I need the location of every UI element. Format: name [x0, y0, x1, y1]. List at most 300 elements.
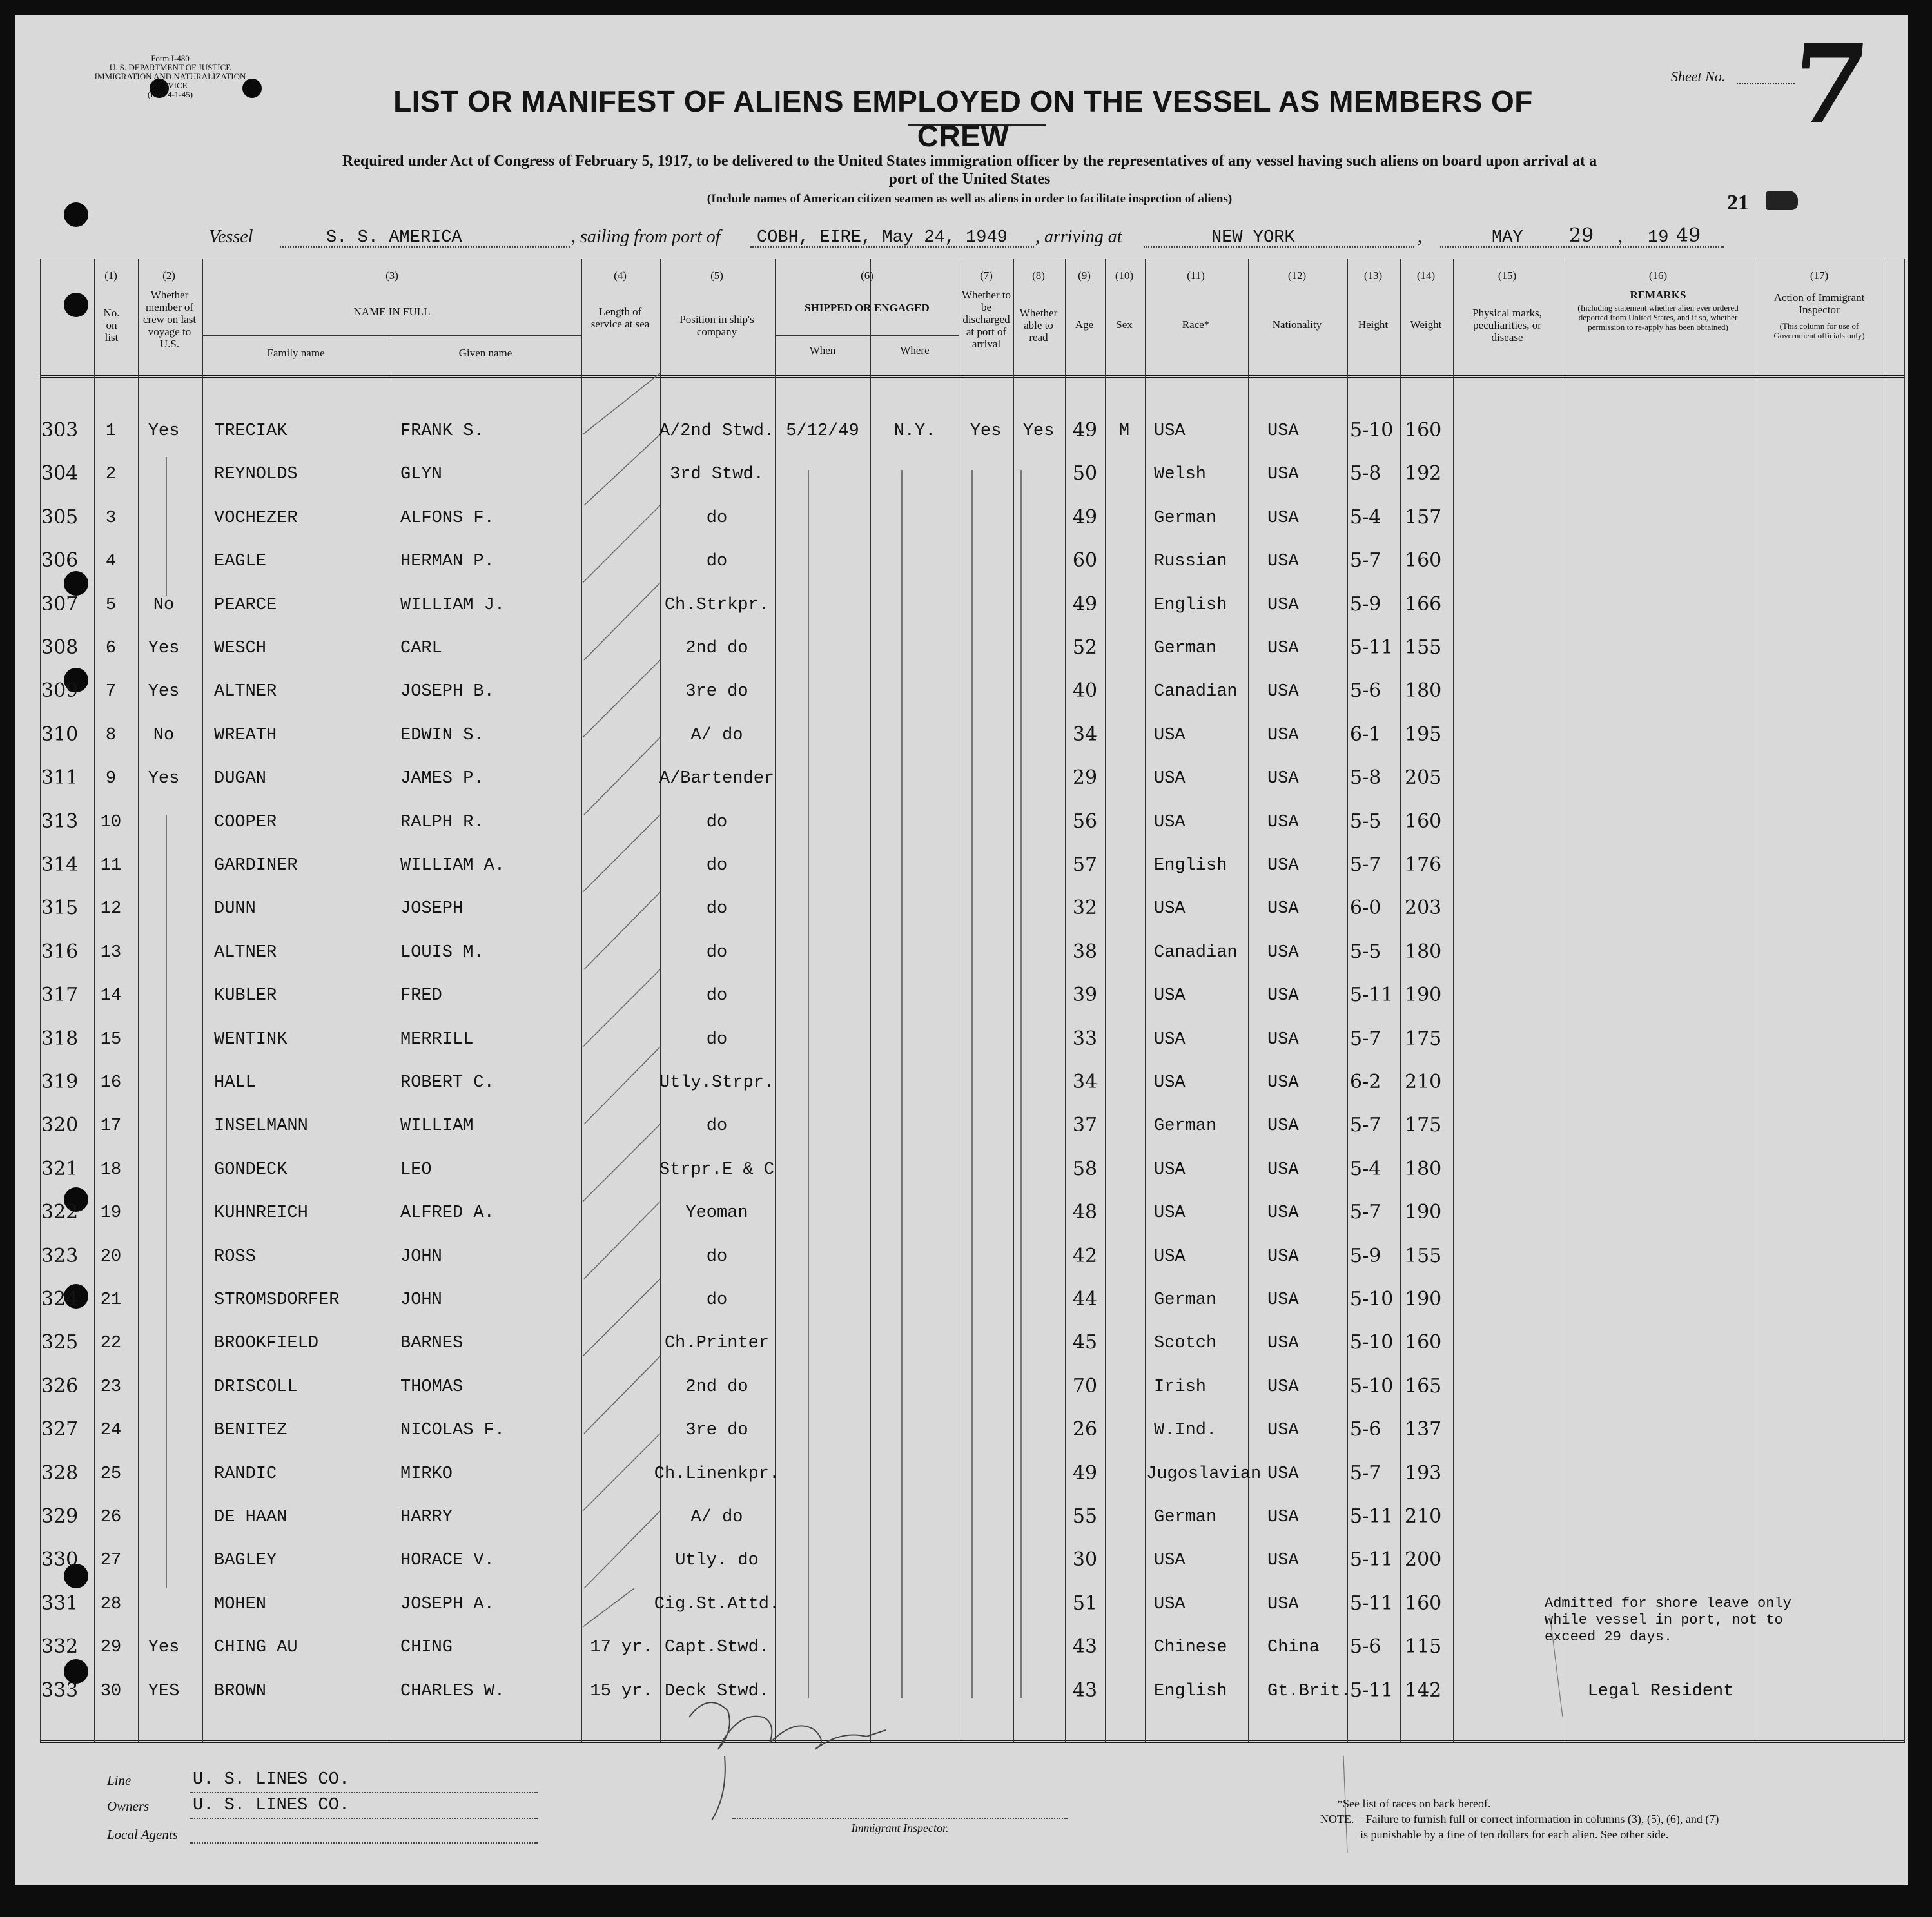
row-nationality: USA: [1267, 725, 1299, 745]
row-race: USA: [1154, 986, 1186, 1006]
col8-num: (8): [1032, 269, 1045, 282]
row-margin-number: 331: [41, 1591, 79, 1615]
row-weight: 195: [1405, 723, 1442, 746]
row-given-name: MERRILL: [400, 1029, 474, 1049]
row-number: 29: [100, 1638, 122, 1658]
row-race: Jugoslavian: [1146, 1464, 1262, 1484]
row-given-name: JOSEPH B.: [400, 682, 494, 702]
row-given-name: ALFRED A.: [400, 1203, 494, 1223]
row-margin-number: 330: [41, 1548, 79, 1572]
row-race: Irish: [1154, 1377, 1207, 1397]
row-family-name: BROOKFIELD: [214, 1334, 319, 1354]
row-position: do: [706, 812, 728, 832]
row-given-name: CHARLES W.: [400, 1681, 505, 1701]
subtitle-line-1: Required under Act of Congress of February 5, 1917, to be delivered to the United States immigration officer by the representatives of any vessel having such aliens on board upon arrival at a: [342, 153, 1597, 170]
row-weight: 180: [1405, 1157, 1442, 1180]
owners-value: U. S. LINES CO.: [193, 1796, 350, 1815]
row-family-name: TRECIAK: [214, 422, 288, 441]
row-nationality: USA: [1267, 1073, 1299, 1093]
col1-num: (1): [104, 269, 117, 282]
row-age: 37: [1072, 1114, 1098, 1137]
col16-num: (16): [1648, 269, 1668, 282]
row-family-name: DUNN: [214, 899, 256, 919]
vessel-label: Vessel: [209, 227, 253, 247]
row-margin-number: 317: [41, 984, 79, 1007]
row-service-length: 17 yr.: [590, 1638, 653, 1658]
row-number: 9: [105, 769, 117, 789]
row-nationality: USA: [1267, 812, 1299, 832]
row-previous-voyage: Yes: [148, 682, 180, 702]
row-position: 3re do: [685, 1421, 748, 1441]
row-nationality: USA: [1267, 856, 1299, 875]
row-position: Deck Stwd.: [664, 1681, 770, 1701]
row-race: Chinese: [1154, 1638, 1227, 1658]
col11-label: Race*: [1182, 318, 1210, 331]
row-age: 34: [1072, 1071, 1098, 1093]
col17-label: Action of Immigrant Inspector: [1773, 291, 1865, 316]
col5-num: (5): [710, 269, 723, 282]
row-family-name: PEARCE: [214, 595, 277, 615]
form-dept: U. S. DEPARTMENT OF JUSTICE: [109, 63, 231, 72]
sheet-number: 7: [1784, 20, 1875, 149]
row-age: 50: [1072, 462, 1098, 485]
row-weight: 180: [1405, 940, 1442, 963]
row-given-name: LEO: [400, 1160, 432, 1180]
row-nationality: USA: [1267, 986, 1299, 1006]
row-margin-number: 326: [41, 1374, 79, 1397]
col3-label: NAME IN FULL: [353, 306, 431, 318]
row-family-name: MOHEN: [214, 1594, 267, 1614]
row-position: Ch.Strkpr.: [664, 595, 770, 615]
row-height: 5-9: [1350, 592, 1381, 616]
line-dots: [190, 1792, 538, 1793]
row-margin-number: 307: [41, 592, 79, 616]
col14-label: Weight: [1410, 318, 1442, 331]
row-given-name: MIRKO: [400, 1464, 453, 1484]
row-race: German: [1154, 508, 1217, 528]
line-label: Line: [107, 1773, 132, 1788]
inspector-label: Immigrant Inspector.: [851, 1822, 949, 1834]
agents-label: Local Agents: [107, 1827, 178, 1842]
row-nationality: USA: [1267, 1334, 1299, 1354]
row-family-name: HALL: [214, 1073, 256, 1093]
col6-num: (6): [861, 269, 873, 282]
row-margin-number: 322: [41, 1201, 79, 1224]
row-family-name: BROWN: [214, 1681, 267, 1701]
row-number: 13: [100, 942, 122, 962]
row-age: 49: [1072, 505, 1098, 529]
row-number: 11: [100, 856, 122, 875]
row-position: Ch.Printer: [664, 1334, 770, 1354]
row-nationality: USA: [1267, 1551, 1299, 1571]
footer-note-1: *See list of races on back hereof.: [1337, 1797, 1491, 1810]
row-nationality: USA: [1267, 639, 1299, 658]
row-nationality: USA: [1267, 1464, 1299, 1484]
row-race: German: [1154, 1508, 1217, 1527]
row-position: do: [706, 856, 728, 875]
row-race: USA: [1154, 812, 1186, 832]
row-margin-number: 318: [41, 1027, 79, 1050]
row-age: 52: [1072, 636, 1098, 659]
row-race: USA: [1154, 1029, 1186, 1049]
row-family-name: BAGLEY: [214, 1551, 277, 1571]
col1-label: No. on list: [103, 307, 120, 344]
row-position: 2nd do: [685, 639, 748, 658]
row-age: 40: [1072, 679, 1098, 703]
row-margin-number: 315: [41, 897, 79, 920]
row-height: 5-5: [1350, 810, 1381, 833]
row-weight: 166: [1405, 592, 1442, 616]
row-age: 30: [1072, 1548, 1098, 1572]
row-height: 5-7: [1350, 853, 1381, 876]
row-previous-voyage: Yes: [148, 639, 180, 658]
col15-label: Physical marks, peculiarities, or disease: [1472, 307, 1542, 344]
col10-label: Sex: [1116, 318, 1133, 331]
row-position: 3re do: [685, 682, 748, 702]
row-age: 29: [1072, 766, 1098, 790]
row-family-name: WENTINK: [214, 1029, 288, 1049]
row-height: 5-4: [1350, 505, 1381, 529]
row-race: USA: [1154, 1247, 1186, 1267]
row-position: do: [706, 986, 728, 1006]
col7-num: (7): [980, 269, 993, 282]
row-weight: 142: [1405, 1679, 1442, 1702]
row-number: 7: [105, 682, 117, 702]
row-age: 60: [1072, 549, 1098, 572]
owners-label: Owners: [107, 1798, 150, 1814]
row-position: A/Bartender: [659, 769, 775, 789]
row-nationality: USA: [1267, 1160, 1299, 1180]
row-weight: 160: [1405, 1591, 1442, 1615]
row-position: Ch.Linenkpr.: [654, 1464, 780, 1484]
row-height: 5-7: [1350, 1114, 1381, 1137]
row-number: 25: [100, 1464, 122, 1484]
row-margin-number: 323: [41, 1244, 79, 1267]
row-race: Canadian: [1154, 682, 1238, 702]
row-margin-number: 305: [41, 505, 79, 529]
row-family-name: STROMSDORFER: [214, 1290, 340, 1310]
row-nationality: USA: [1267, 552, 1299, 572]
row-weight: 180: [1405, 679, 1442, 703]
row-weight: 192: [1405, 462, 1442, 485]
row-position: do: [706, 942, 728, 962]
row-family-name: KUBLER: [214, 986, 277, 1006]
row-margin-number: 321: [41, 1157, 79, 1180]
row-given-name: WILLIAM: [400, 1116, 474, 1136]
row-given-name: JOHN: [400, 1290, 442, 1310]
row-family-name: VOCHEZER: [214, 508, 298, 528]
row-nationality: USA: [1267, 465, 1299, 485]
row-given-name: GLYN: [400, 465, 442, 485]
col17-num: (17): [1810, 269, 1829, 282]
col16-sub: (Including statement whether alien ever ordered deported from United States, and if so, whether permission to re-apply has been obtained): [1577, 303, 1739, 332]
port-to: NEW YORK: [1211, 228, 1295, 248]
row-weight: 160: [1405, 810, 1442, 833]
row-family-name: BENITEZ: [214, 1421, 288, 1441]
row-given-name: HERMAN P.: [400, 552, 494, 572]
col4-num: (4): [614, 269, 627, 282]
row-margin-number: 328: [41, 1461, 79, 1484]
row-number: 17: [100, 1116, 122, 1136]
row-margin-number: 325: [41, 1331, 79, 1354]
row-height: 5-7: [1350, 1027, 1381, 1050]
row-number: 14: [100, 986, 122, 1006]
row-position: A/ do: [690, 725, 743, 745]
row-nationality: USA: [1267, 1508, 1299, 1527]
row-age: 38: [1072, 940, 1098, 963]
row-height: 5-11: [1350, 1548, 1394, 1572]
row-given-name: CHING: [400, 1638, 453, 1658]
row-height: 5-4: [1350, 1157, 1381, 1180]
row-age: 33: [1072, 1027, 1098, 1050]
row-height: 5-5: [1350, 940, 1381, 963]
row-height: 5-10: [1350, 419, 1394, 442]
vessel-name: S. S. AMERICA: [326, 228, 462, 248]
row-number: 2: [105, 465, 117, 485]
line-value: U. S. LINES CO.: [193, 1770, 350, 1789]
row-able-to-read: Yes: [1022, 422, 1055, 441]
row-weight: 160: [1405, 1331, 1442, 1354]
row-weight: 155: [1405, 636, 1442, 659]
row-race: German: [1154, 1290, 1217, 1310]
row-number: 12: [100, 899, 122, 919]
row-number: 20: [100, 1247, 122, 1267]
row-nationality: USA: [1267, 1203, 1299, 1223]
row-nationality: USA: [1267, 595, 1299, 615]
row-number: 24: [100, 1421, 122, 1441]
row-weight: 176: [1405, 853, 1442, 876]
row-position: A/ do: [690, 1508, 743, 1527]
row-family-name: DRISCOLL: [214, 1377, 298, 1397]
row-age: 26: [1072, 1418, 1098, 1441]
row-position: do: [706, 1247, 728, 1267]
arrival-day: 29: [1569, 224, 1594, 247]
row-family-name: INSELMANN: [214, 1116, 308, 1136]
col13-label: Height: [1358, 318, 1389, 331]
row-position: 2nd do: [685, 1377, 748, 1397]
row-age: 34: [1072, 723, 1098, 746]
row-weight: 190: [1405, 1201, 1442, 1224]
row-weight: 157: [1405, 505, 1442, 529]
row-height: 5-10: [1350, 1374, 1394, 1397]
row-family-name: REYNOLDS: [214, 465, 298, 485]
row-nationality: USA: [1267, 1029, 1299, 1049]
row-age: 51: [1072, 1591, 1098, 1615]
row-margin-number: 313: [41, 810, 79, 833]
row-race: USA: [1154, 1203, 1186, 1223]
row-given-name: CARL: [400, 639, 442, 658]
row-height: 5-6: [1350, 679, 1381, 703]
col12-label: Nationality: [1272, 318, 1322, 331]
form-number: Form I-480: [151, 54, 190, 63]
row-sex: M: [1118, 422, 1130, 441]
sheet-sub-number: 21: [1727, 191, 1749, 215]
row-position: Utly.Strpr.: [659, 1073, 775, 1093]
row-position: do: [706, 508, 728, 528]
row-height: 5-11: [1350, 1505, 1394, 1528]
agents-dots: [190, 1842, 538, 1844]
row-weight: 190: [1405, 984, 1442, 1007]
col3-family: Family name: [267, 347, 325, 359]
row-age: 48: [1072, 1201, 1098, 1224]
row-family-name: WREATH: [214, 725, 277, 745]
row-race: USA: [1154, 422, 1186, 441]
col6-when: When: [809, 344, 836, 356]
row-position: Utly. do: [675, 1551, 759, 1571]
form-service: IMMIGRATION AND NATURALIZATION SERVICE: [94, 72, 246, 90]
row-race: English: [1154, 1681, 1227, 1701]
row-race: USA: [1154, 769, 1186, 789]
row-margin-number: 324: [41, 1288, 79, 1310]
col4-label: Length of service at sea: [590, 306, 650, 330]
row-family-name: RANDIC: [214, 1464, 277, 1484]
row-remarks: Legal Resident: [1587, 1681, 1734, 1701]
row-race: Welsh: [1154, 465, 1207, 485]
row-given-name: FRANK S.: [400, 422, 484, 441]
sailing-label: , sailing from port of: [571, 227, 721, 247]
row-margin-number: 327: [41, 1418, 79, 1441]
form-revision: (Rev. 4-1-45): [148, 90, 193, 99]
row-number: 19: [100, 1203, 122, 1223]
row-height: 6-1: [1350, 723, 1381, 746]
row-age: 44: [1072, 1288, 1098, 1310]
row-race: English: [1154, 856, 1227, 875]
row-margin-number: 333: [41, 1679, 79, 1702]
row-nationality: USA: [1267, 1421, 1299, 1441]
arriving-label: , arriving at: [1035, 227, 1122, 247]
row-margin-number: 332: [41, 1635, 79, 1659]
col7-label: Whether to be discharged at port of arrival: [962, 289, 1011, 350]
row-margin-number: 314: [41, 853, 79, 876]
row-number: 26: [100, 1508, 122, 1527]
comma: ,: [1618, 227, 1623, 247]
row-family-name: COOPER: [214, 812, 277, 832]
row-height: 5-7: [1350, 1461, 1381, 1484]
sheet-label: Sheet No.: [1671, 68, 1726, 84]
row-weight: 190: [1405, 1288, 1442, 1310]
row-height: 5-7: [1350, 549, 1381, 572]
row-age: 49: [1072, 419, 1098, 442]
col2-label: Whether member of crew on last voyage to U.S.: [142, 289, 197, 350]
row-number: 3: [105, 508, 117, 528]
row-age: 32: [1072, 897, 1098, 920]
row-family-name: ROSS: [214, 1247, 256, 1267]
row-age: 42: [1072, 1244, 1098, 1267]
row-race: USA: [1154, 1073, 1186, 1093]
row-family-name: DE HAAN: [214, 1508, 288, 1527]
row-family-name: GARDINER: [214, 856, 298, 875]
row-position: Capt.Stwd.: [664, 1638, 770, 1658]
row-family-name: ALTNER: [214, 682, 277, 702]
row-given-name: HORACE V.: [400, 1551, 494, 1571]
row-number: 18: [100, 1160, 122, 1180]
row-number: 23: [100, 1377, 122, 1397]
row-height: 5-10: [1350, 1288, 1394, 1310]
row-age: 70: [1072, 1374, 1098, 1397]
row-nationality: USA: [1267, 682, 1299, 702]
col6-where: Where: [900, 344, 930, 356]
row-previous-voyage: YES: [148, 1681, 180, 1701]
row-number: 28: [100, 1594, 122, 1614]
row-number: 1: [105, 422, 117, 441]
row-race: USA: [1154, 1594, 1186, 1614]
row-weight: 210: [1405, 1505, 1442, 1528]
row-height: 6-0: [1350, 897, 1381, 920]
port-from: COBH, EIRE, May 24, 1949: [757, 228, 1008, 248]
col5-label: Position in ship's company: [679, 313, 754, 338]
row-number: 5: [105, 595, 117, 615]
row-height: 5-11: [1350, 984, 1394, 1007]
row-nationality: USA: [1267, 1247, 1299, 1267]
subtitle-note: (Include names of American citizen seamen as well as aliens in order to facilitate inspection of aliens): [707, 192, 1233, 206]
page-title: LIST OR MANIFEST OF ALIENS EMPLOYED ON THE VESSEL AS MEMBERS OF CREW: [393, 84, 1533, 153]
row-remarks: Admitted for shore leave only while vessel in port, not to exceed 29 days.: [1545, 1595, 1791, 1646]
row-age: 58: [1072, 1157, 1098, 1180]
row-previous-voyage: Yes: [148, 422, 180, 441]
row-race: Canadian: [1154, 942, 1238, 962]
manifest-sheet: [15, 15, 1908, 1885]
col6-label: SHIPPED OR ENGAGED: [805, 302, 930, 314]
row-given-name: ROBERT C.: [400, 1073, 494, 1093]
row-height: 5-11: [1350, 636, 1394, 659]
row-age: 57: [1072, 853, 1098, 876]
row-nationality: USA: [1267, 1594, 1299, 1614]
row-margin-number: 309: [41, 679, 79, 703]
row-number: 30: [100, 1681, 122, 1701]
row-height: 5-8: [1350, 462, 1381, 485]
row-given-name: EDWIN S.: [400, 725, 484, 745]
row-service-length: 15 yr.: [590, 1681, 653, 1701]
row-number: 16: [100, 1073, 122, 1093]
row-height: 5-6: [1350, 1418, 1381, 1441]
col15-num: (15): [1498, 269, 1517, 282]
row-weight: 160: [1405, 419, 1442, 442]
owners-dots: [190, 1818, 538, 1819]
row-nationality: USA: [1267, 508, 1299, 528]
row-position: Strpr.E & C: [659, 1160, 775, 1180]
row-height: 5-10: [1350, 1331, 1394, 1354]
row-given-name: HARRY: [400, 1508, 453, 1527]
row-family-name: WESCH: [214, 639, 267, 658]
row-given-name: WILLIAM J.: [400, 595, 505, 615]
row-race: Russian: [1154, 552, 1227, 572]
row-height: 5-11: [1350, 1679, 1394, 1702]
comma: ,: [1418, 227, 1422, 247]
row-race: USA: [1154, 899, 1186, 919]
row-margin-number: 310: [41, 723, 79, 746]
row-given-name: LOUIS M.: [400, 942, 484, 962]
row-position: A/2nd Stwd.: [659, 422, 775, 441]
row-weight: 175: [1405, 1027, 1442, 1050]
col13-num: (13): [1363, 269, 1383, 282]
row-given-name: JOSEPH: [400, 899, 463, 919]
row-weight: 160: [1405, 549, 1442, 572]
row-age: 39: [1072, 984, 1098, 1007]
row-position: do: [706, 1029, 728, 1049]
row-nationality: USA: [1267, 1377, 1299, 1397]
row-age: 43: [1072, 1635, 1098, 1659]
row-age: 49: [1072, 592, 1098, 616]
footer-note-3: is punishable by a fine of ten dollars for each alien. See other side.: [1360, 1828, 1669, 1841]
col3-given: Given name: [458, 347, 512, 359]
row-family-name: EAGLE: [214, 552, 267, 572]
row-nationality: USA: [1267, 1116, 1299, 1136]
row-number: 6: [105, 639, 117, 658]
row-height: 5-9: [1350, 1244, 1381, 1267]
row-position: do: [706, 899, 728, 919]
row-position: do: [706, 1116, 728, 1136]
row-nationality: China: [1267, 1638, 1320, 1658]
